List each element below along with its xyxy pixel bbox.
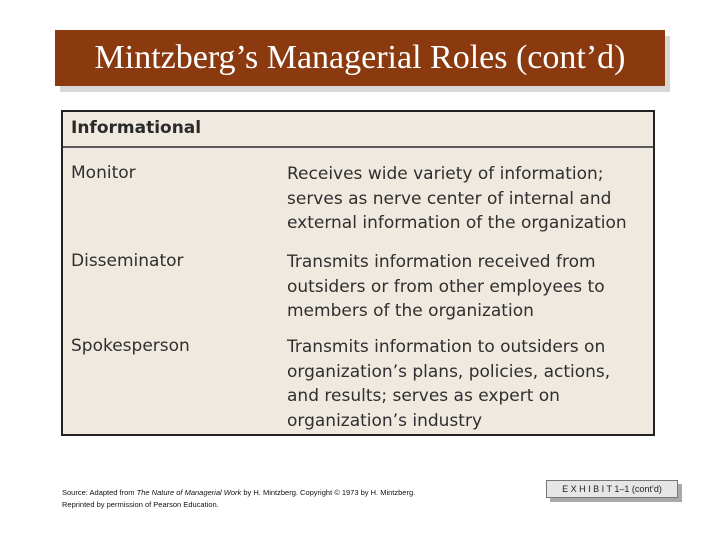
source-citation [62,487,442,511]
exhibit-label: E X H I B I T 1–1 (cont’d) [562,484,662,494]
role-description-disseminator: Transmits information received from outsiders or from other employees to members of the organization [287,252,605,321]
source-prefix: Source: Adapted from [62,488,137,497]
role-name-disseminator: Disseminator [71,251,184,271]
exhibit-label-box [546,480,678,498]
role-name-spokesperson: Spokesperson [71,336,190,356]
slide-title: Mintzberg’s Managerial Roles (cont’d) [94,39,626,76]
table-header [63,112,653,148]
roles-table [61,110,655,436]
source-book-title: The Nature of Managerial Work [136,488,242,497]
role-description-monitor: Receives wide variety of information; serves as nerve center of internal and external information of the organization [287,164,627,233]
role-description-spokesperson: Transmits information to outsiders on organization’s plans, policies, actions, and results; serves as expert on organization’s industry [287,337,611,431]
table-header-label: Informational [71,118,202,138]
source-suffix: by H. Mintzberg. Copyright © 1973 by H. Mintzberg. Reprinted by permission of Pearson Education. [62,488,416,509]
role-name-monitor: Monitor [71,163,136,183]
title-bar [55,30,665,86]
